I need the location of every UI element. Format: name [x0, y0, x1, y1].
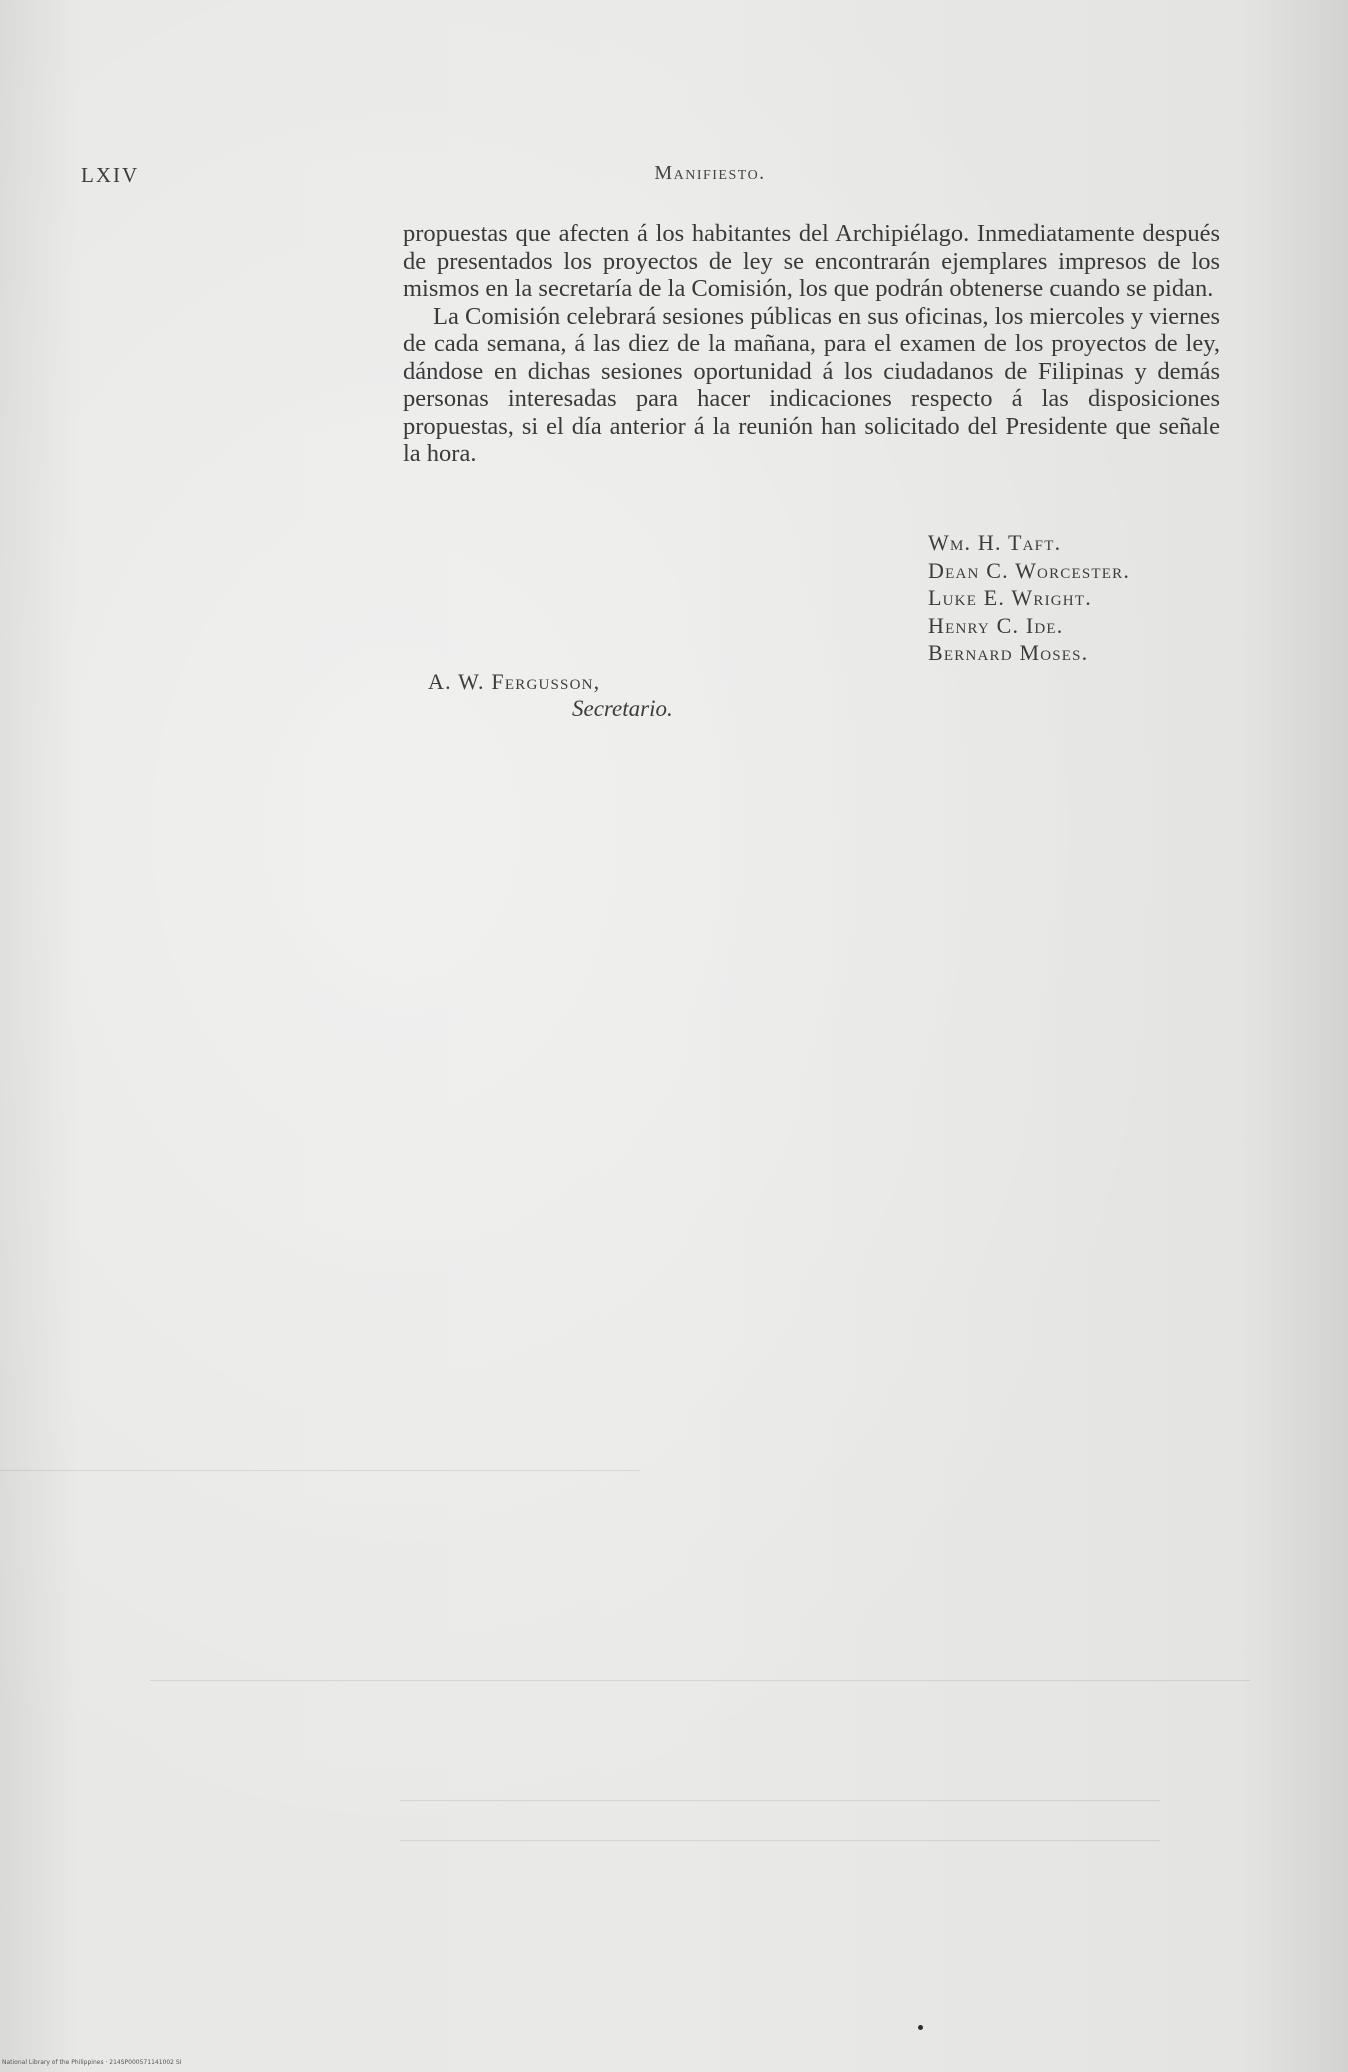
bleed-through-line	[400, 1800, 1160, 1801]
signatory: Henry C. Ide.	[928, 612, 1064, 638]
signatory: Dean C. Worcester.	[928, 557, 1131, 583]
scan-footer-note: National Library of the Philippines · 214SP000571141002 SI	[2, 2059, 182, 2066]
page-number: LXIV	[81, 163, 140, 187]
signatory: Bernard Moses.	[928, 640, 1089, 665]
bleed-through-line	[400, 1840, 1160, 1841]
secretary-name: A. W. Fergusson,	[428, 669, 601, 694]
signatory-list	[928, 529, 1130, 667]
signatory: Luke E. Wright.	[928, 585, 1092, 610]
paragraph-2: La Comisión celebrará sesiones públicas en sus oficinas, los miercoles y viernes de cada semana, á las diez de la mañana, para el examen de los proyectos de ley, dándose en dichas sesiones oportunidad á los ciudadanos de Filipinas y demás personas interesadas para hacer indicaciones respecto á las disposiciones propuestas, si el día anterior á la reunión han solicitado del Presidente que señale la hora.	[403, 302, 1220, 467]
running-head: Manifiesto.	[654, 162, 766, 184]
secretary-title: Secretario.	[572, 696, 673, 721]
ink-speck	[918, 2025, 923, 2030]
body-text	[403, 220, 1220, 468]
signatory: Wm. H. Taft.	[928, 530, 1062, 555]
bleed-through-line	[0, 1470, 640, 1471]
paragraph-1: propuestas que afecten á los habitantes del Archipiélago. Inmediatamente después de presentados los proyectos de ley se encontrarán ejemplares impresos de los mismos en la secretaría de la Comisión, los que podrán obtenerse cuando se pidan.	[403, 220, 1220, 302]
bleed-through-line	[150, 1680, 1250, 1681]
